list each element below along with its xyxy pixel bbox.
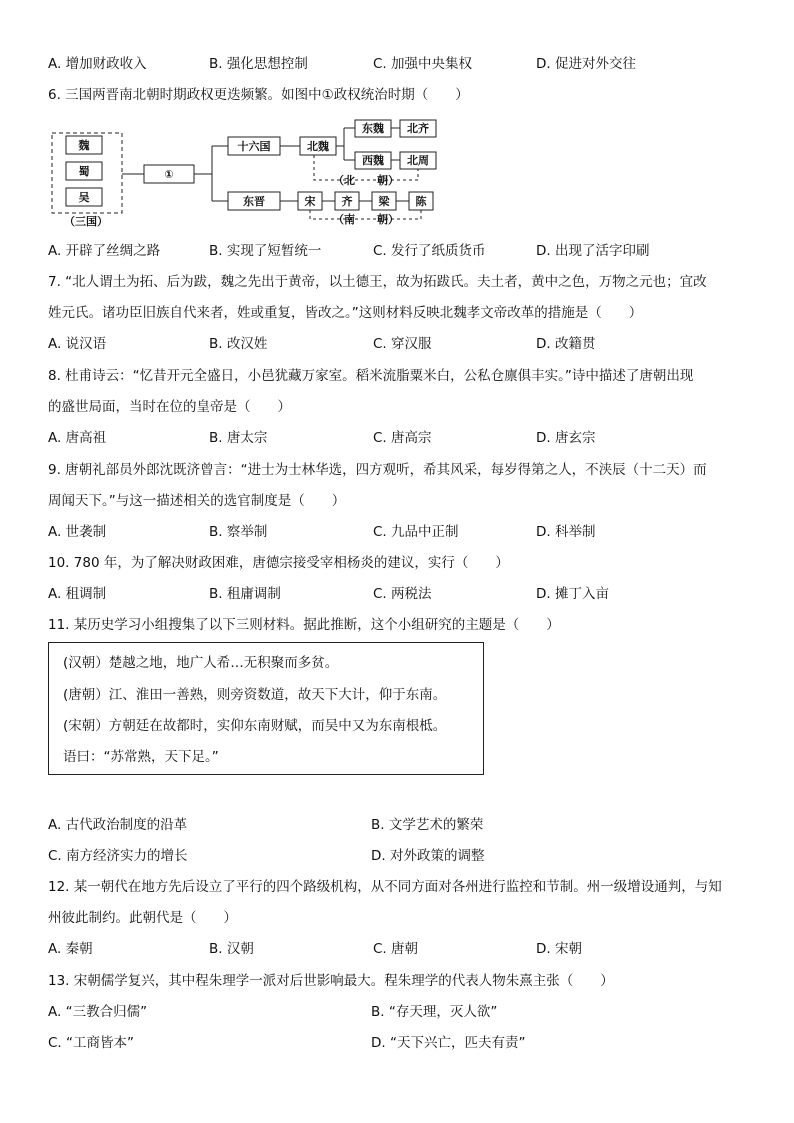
northern-zhou-label: 北周 <box>407 154 429 167</box>
q11-option-a[interactable]: A. 古代政治制度的沿革 <box>48 817 188 833</box>
q12-option-a[interactable]: A. 秦朝 <box>48 941 93 957</box>
liang-label: 梁 <box>378 195 390 208</box>
sixteen-kingdoms-label: 十六国 <box>237 140 271 153</box>
q7-option-b[interactable]: B. 改汉姓 <box>209 336 268 352</box>
q6-option-b[interactable]: B. 实现了短暂统一 <box>209 243 322 259</box>
q12-option-b[interactable]: B. 汉朝 <box>209 941 254 957</box>
q13-option-b[interactable]: B. “存天理，灭人欲” <box>371 1004 498 1020</box>
material-tang: (唐朝）江、淮田一善熟，则旁资数道，故天下大计，仰于东南。 <box>63 687 447 703</box>
q9-stem-line2: 周闻天下。”与这一描述相关的选官制度是（ ） <box>48 493 346 509</box>
q8-option-a[interactable]: A. 唐高祖 <box>48 430 107 446</box>
q5-option-c[interactable]: C. 加强中央集权 <box>373 56 473 72</box>
q13-option-a[interactable]: A. “三教合归儒” <box>48 1004 148 1020</box>
q10-option-a[interactable]: A. 租调制 <box>48 586 107 602</box>
northern-wei-label: 北魏 <box>307 140 329 153</box>
q9-option-d[interactable]: D. 科举制 <box>536 524 596 540</box>
southern-dynasties-label: （南 朝） <box>333 213 399 226</box>
q8-option-d[interactable]: D. 唐玄宗 <box>536 430 596 446</box>
q12-option-d[interactable]: D. 宋朝 <box>536 941 582 957</box>
q7-stem-line1: 7. “北人谓土为拓、后为跋，魏之先出于黄帝，以土德王，故为拓跋氏。夫土者，黄中之色，万物之元也；宜改 <box>48 274 707 290</box>
q12-option-c[interactable]: C. 唐朝 <box>373 941 419 957</box>
material-song: (宋朝）方朝廷在故都时，实仰东南财赋，而吴中又为东南根柢。 <box>63 718 447 734</box>
q11-option-b[interactable]: B. 文学艺术的繁荣 <box>371 817 484 833</box>
q6-option-d[interactable]: D. 出现了活字印刷 <box>536 243 650 259</box>
wei-label: 魏 <box>78 139 90 152</box>
q13-option-c[interactable]: C. “工商皆本” <box>48 1035 134 1051</box>
q11-material-box <box>48 642 484 775</box>
eastern-jin-label: 东晋 <box>243 195 265 208</box>
q8-option-b[interactable]: B. 唐太宗 <box>209 430 268 446</box>
q7-stem-line2: 姓元氏。诸功臣旧族自代来者，姓或重复，皆改之。”这则材料反映北魏孝文帝改革的措施是（ ） <box>48 305 643 321</box>
northern-qi-label: 北齐 <box>407 122 429 135</box>
q5-option-d[interactable]: D. 促进对外交往 <box>536 56 636 72</box>
eastern-wei-label: 东魏 <box>362 122 384 135</box>
q11-option-c[interactable]: C. 南方经济实力的增长 <box>48 848 188 864</box>
western-wei-label: 西魏 <box>362 154 384 167</box>
q13-option-d[interactable]: D. “天下兴亡，匹夫有责” <box>371 1035 526 1051</box>
dynasty-succession-diagram <box>48 116 448 232</box>
q5-option-a[interactable]: A. 增加财政收入 <box>48 56 147 72</box>
q9-option-b[interactable]: B. 察举制 <box>209 524 268 540</box>
q13-stem: 13. 宋朝儒学复兴，其中程朱理学一派对后世影响最大。程朱理学的代表人物朱熹主张（ ） <box>48 973 614 989</box>
q6-stem: 6. 三国两晋南北朝时期政权更迭频繁。如图中①政权统治时期（ ） <box>48 87 469 103</box>
wu-label: 吴 <box>78 191 90 204</box>
northern-dynasties-label: （北 朝） <box>333 174 399 187</box>
q8-option-c[interactable]: C. 唐高宗 <box>373 430 432 446</box>
q10-option-d[interactable]: D. 摊丁入亩 <box>536 586 609 602</box>
q12-stem-line1: 12. 某一朝代在地方先后设立了平行的四个路级机构，从不同方面对各州进行监控和节制。州一级增设通判，与知 <box>48 879 722 895</box>
material-han: (汉朝）楚越之地，地广人希…无积聚而多贫。 <box>63 655 339 671</box>
q6-option-c[interactable]: C. 发行了纸质货币 <box>373 243 486 259</box>
q11-stem: 11. 某历史学习小组搜集了以下三则材料。据此推断，这个小组研究的主题是（ ） <box>48 617 560 633</box>
chen-label: 陈 <box>415 195 427 208</box>
circle-one-label: ① <box>164 168 174 181</box>
q10-option-c[interactable]: C. 两税法 <box>373 586 432 602</box>
q8-stem-line1: 8. 杜甫诗云：“忆昔开元全盛日，小邑犹藏万家室。稻米流脂粟米白，公私仓廪俱丰实。”诗中描述了唐朝出现 <box>48 368 694 384</box>
q10-option-b[interactable]: B. 租庸调制 <box>209 586 281 602</box>
q5-option-b[interactable]: B. 强化思想控制 <box>209 56 308 72</box>
q9-option-c[interactable]: C. 九品中正制 <box>373 524 459 540</box>
q10-stem: 10. 780 年，为了解决财政困难，唐德宗接受宰相杨炎的建议，实行（ ） <box>48 555 509 571</box>
q9-stem-line1: 9. 唐朝礼部员外郎沈既济曾言：“进士为士林华选，四方观听，希其风采，每岁得第之人，不浃辰（十二天）而 <box>48 462 707 478</box>
q7-option-c[interactable]: C. 穿汉服 <box>373 336 432 352</box>
qi-label: 齐 <box>341 195 353 208</box>
q9-option-a[interactable]: A. 世袭制 <box>48 524 107 540</box>
q12-stem-line2: 州彼此制约。此朝代是（ ） <box>48 910 237 926</box>
material-saying: 语曰：“苏常熟，天下足。” <box>63 749 219 765</box>
q7-option-d[interactable]: D. 改籍贯 <box>536 336 596 352</box>
song-label: 宋 <box>304 195 316 208</box>
q7-option-a[interactable]: A. 说汉语 <box>48 336 107 352</box>
shu-label: 蜀 <box>78 165 90 178</box>
q8-stem-line2: 的盛世局面，当时在位的皇帝是（ ） <box>48 399 291 415</box>
q6-option-a[interactable]: A. 开辟了丝绸之路 <box>48 243 161 259</box>
q11-option-d[interactable]: D. 对外政策的调整 <box>371 848 485 864</box>
three-kingdoms-label: （三国） <box>64 215 108 228</box>
